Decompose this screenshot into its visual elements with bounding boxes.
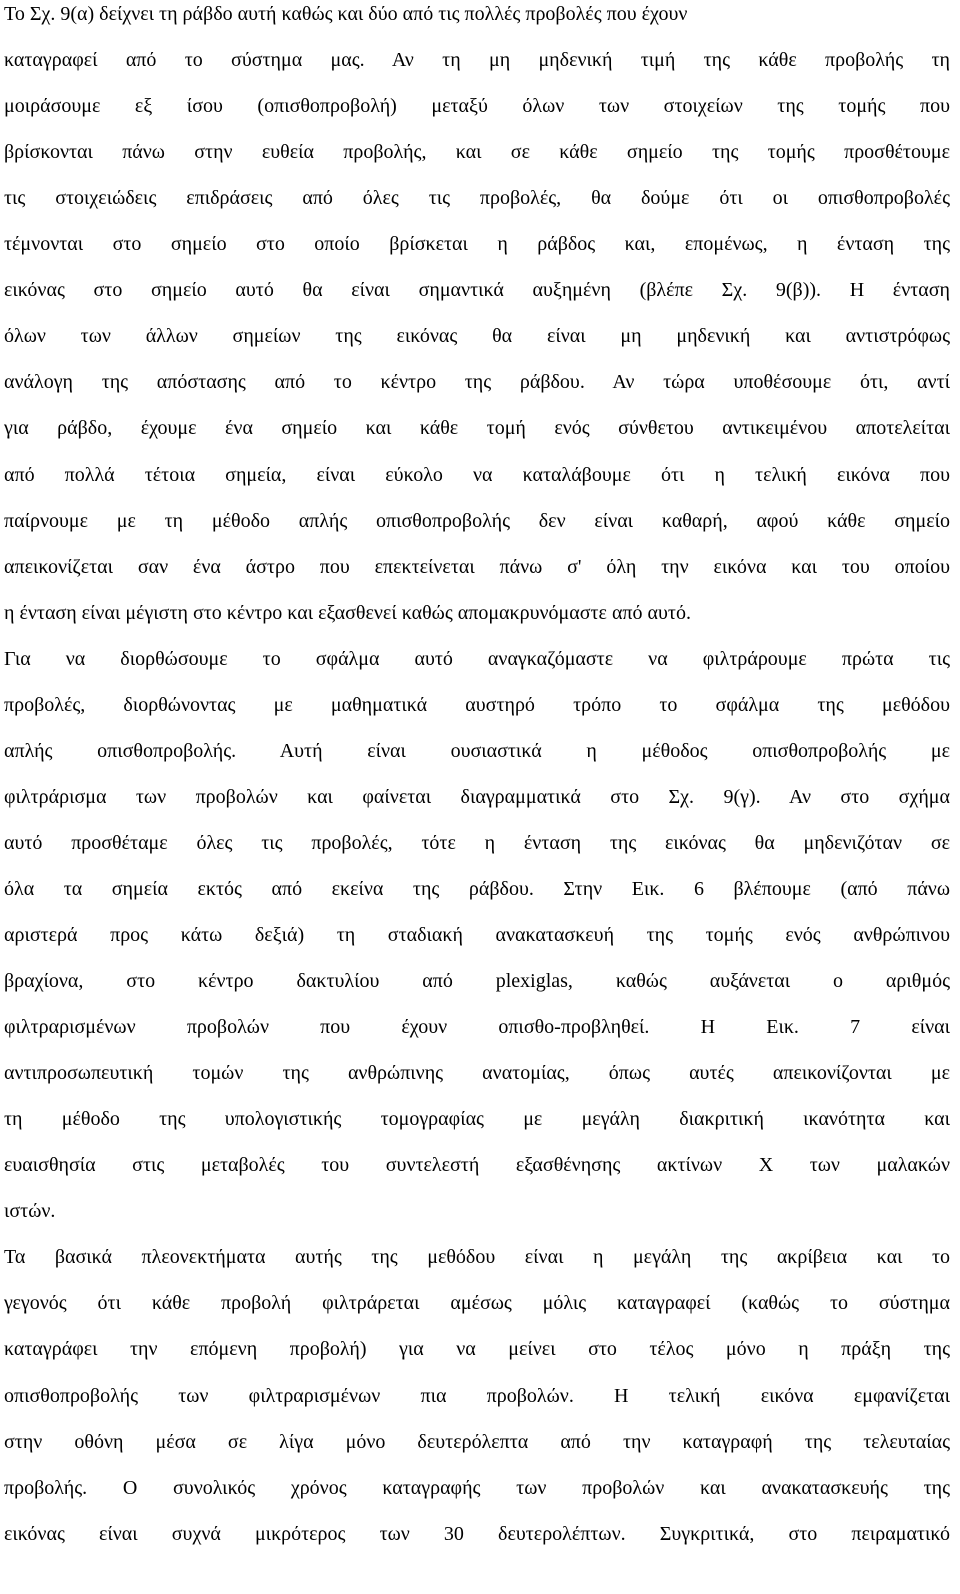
text-line: γεγονός ότι κάθε προβολή φιλτράρεται αμέσως μόλις καταγραφεί (καθώς το σύστημα — [4, 1292, 950, 1314]
text-line: για ράβδο, έχουμε ένα σημείο και κάθε τομή ενός σύνθετου αντικειμένου αποτελείται — [4, 417, 950, 439]
text-line: απλής οπισθοπροβολής. Αυτή είναι ουσιαστικά η μέθοδος οπισθοπροβολής με — [4, 740, 950, 762]
text-line: Για να διορθώσουμε το σφάλμα αυτό αναγκαζόμαστε να φιλτράρουμε πρώτα τις — [4, 648, 950, 670]
text-line: τέμνονται στο σημείο στο οποίο βρίσκεται η ράβδος και, επομένως, η ένταση της — [4, 233, 950, 255]
text-line: τις στοιχειώδεις επιδράσεις από όλες τις προβολές, θα δούμε ότι οι οπισθοπροβολές — [4, 187, 950, 209]
text-line: οπισθοπροβολής των φιλτραρισμένων πια προβολών. Η τελική εικόνα εμφανίζεται — [4, 1385, 950, 1407]
text-line: φιλτραρισμένων προβολών που έχουν οπισθο-προβληθεί. Η Εικ. 7 είναι — [4, 1016, 950, 1038]
text-line: καταγράφει την επόμενη προβολή) για να μείνει στο τέλος μόνο η πράξη της — [4, 1338, 950, 1360]
text-line: εικόνας είναι συχνά μικρότερος των 30 δευτερολέπτων. Συγκριτικά, στο πειραματικό — [4, 1523, 950, 1545]
text-line: καταγραφεί από το σύστημα μας. Αν τη μη μηδενική τιμή της κάθε προβολής τη — [4, 49, 950, 71]
text-line: ευαισθησία στις μεταβολές του συντελεστή εξασθένησης ακτίνων Χ των μαλακών — [4, 1154, 950, 1176]
text-line: βρίσκονται πάνω στην ευθεία προβολής, και σε κάθε σημείο της τομής προσθέτουμε — [4, 141, 950, 163]
text-line: εικόνας στο σημείο αυτό θα είναι σημαντικά αυξημένη (βλέπε Σχ. 9(β)). Η ένταση — [4, 279, 950, 301]
text-line: παίρνουμε με τη μέθοδο απλής οπισθοπροβολής δεν είναι καθαρή, αφού κάθε σημείο — [4, 510, 950, 532]
text-line: απεικονίζεται σαν ένα άστρο που επεκτείνεται πάνω σ' όλη την εικόνα και του οποίου — [4, 556, 950, 578]
text-line: η ένταση είναι μέγιστη στο κέντρο και εξασθενεί καθώς απομακρυνόμαστε από αυτό. — [4, 602, 691, 624]
text-line: φιλτράρισμα των προβολών και φαίνεται διαγραμματικά στο Σχ. 9(γ). Αν στο σχήμα — [4, 786, 950, 808]
text-line: προβολές, διορθώνοντας με μαθηματικά αυστηρό τρόπο το σφάλμα της μεθόδου — [4, 694, 950, 716]
text-line: αυτό προσθέταμε όλες τις προβολές, τότε η ένταση της εικόνας θα μηδενιζόταν σε — [4, 832, 950, 854]
text-line: στην οθόνη μέσα σε λίγα μόνο δευτερόλεπτα από την καταγραφή της τελευταίας — [4, 1431, 950, 1453]
text-line: ανάλογη της απόστασης από το κέντρο της ράβδου. Αν τώρα υποθέσουμε ότι, αντί — [4, 371, 950, 393]
text-line: ιστών. — [4, 1200, 56, 1222]
text-line: όλων των άλλων σημείων της εικόνας θα είναι μη μηδενική και αντιστρόφως — [4, 325, 950, 347]
text-line: Το Σχ. 9(α) δείχνει τη ράβδο αυτή καθώς και δύο από τις πολλές προβολές που έχουν — [4, 3, 688, 25]
text-line: προβολής. Ο συνολικός χρόνος καταγραφής των προβολών και ανακατασκευής της — [4, 1477, 950, 1499]
text-line: Τα βασικά πλεονεκτήματα αυτής της μεθόδου είναι η μεγάλη της ακρίβεια και το — [4, 1246, 950, 1268]
text-line: βραχίονα, στο κέντρο δακτυλίου από plexiglas, καθώς αυξάνεται ο αριθμός — [4, 970, 950, 992]
text-line: τη μέθοδο της υπολογιστικής τομογραφίας με μεγάλη διακριτική ικανότητα και — [4, 1108, 950, 1130]
text-line: μοιράσουμε εξ ίσου (οπισθοπροβολή) μεταξύ όλων των στοιχείων της τομής που — [4, 95, 950, 117]
text-line: όλα τα σημεία εκτός από εκείνα της ράβδου. Στην Εικ. 6 βλέπουμε (από πάνω — [4, 878, 950, 900]
text-line: αριστερά προς κάτω δεξιά) τη σταδιακή ανακατασκευή της τομής ενός ανθρώπινου — [4, 924, 950, 946]
text-line: αντιπροσωπευτική τομών της ανθρώπινης ανατομίας, όπως αυτές απεικονίζονται με — [4, 1062, 950, 1084]
text-line: από πολλά τέτοια σημεία, είναι εύκολο να καταλάβουμε ότι η τελική εικόνα που — [4, 464, 950, 486]
